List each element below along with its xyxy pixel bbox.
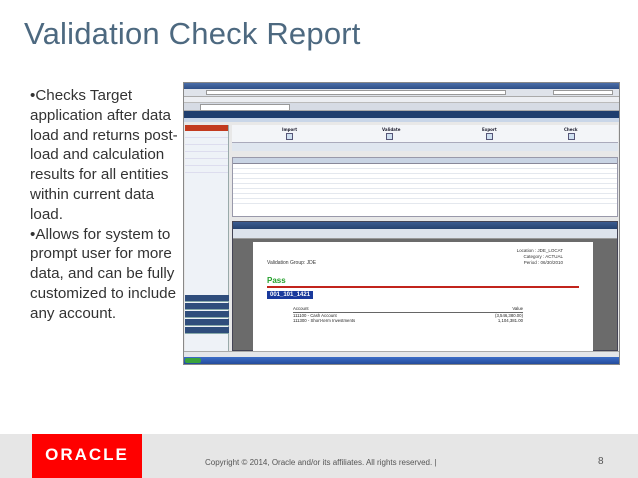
browser-tab-strip <box>184 103 619 111</box>
validate-fish-icon <box>386 133 393 140</box>
application-screenshot <box>183 82 620 365</box>
data-grid <box>232 157 618 217</box>
bullet-list <box>30 86 180 324</box>
divider <box>267 286 579 288</box>
task-pane-item <box>185 166 228 173</box>
browser-search-field <box>553 90 613 95</box>
task-pane-item <box>185 159 228 166</box>
report-viewer-toolbar <box>233 229 617 239</box>
task-pane-section <box>185 319 229 326</box>
copyright-text: Copyright © 2014, Oracle and/or its affiliates. All rights reserved. | <box>205 458 437 467</box>
workflow-step-validate: Validate <box>382 127 401 132</box>
workflow-step-check: Check <box>564 127 578 132</box>
oracle-logo <box>32 434 142 478</box>
app-sub-bar <box>184 118 619 122</box>
export-fish-icon <box>486 133 493 140</box>
task-pane-item <box>185 138 228 145</box>
validation-group: Validation Group: JDE <box>267 260 317 266</box>
taskbar <box>184 357 620 364</box>
col-account: Account <box>293 306 309 311</box>
report-table <box>293 306 523 324</box>
table-row <box>293 318 523 324</box>
check-fish-icon <box>568 133 575 140</box>
task-pane <box>185 125 229 353</box>
browser-address-bar <box>184 89 619 97</box>
page-number: 8 <box>598 456 604 467</box>
task-pane-section <box>185 303 229 310</box>
report-viewer-title-bar <box>233 222 617 229</box>
task-pane-section <box>185 327 229 334</box>
report-period: Period : 06/30/2010 <box>523 260 563 265</box>
task-pane-item <box>185 145 228 152</box>
task-pane-item <box>185 152 228 159</box>
task-pane-item <box>185 131 228 138</box>
report-pov <box>517 248 563 266</box>
workflow-bar <box>232 125 618 151</box>
workflow-step-export: Export <box>482 127 497 132</box>
row-value: (3,546,380.00) <box>495 312 523 318</box>
start-button <box>185 358 201 363</box>
report-page <box>253 242 593 352</box>
app-menu-bar <box>184 111 619 118</box>
grid-row <box>233 199 617 204</box>
status-pass: Pass <box>267 276 286 285</box>
report-viewer <box>232 221 618 351</box>
report-category: Category : ACTUAL <box>523 254 563 259</box>
report-location: Location : JDE_LOCAT <box>516 248 563 253</box>
pov-bar <box>232 142 618 151</box>
oracle-logo-text: ORACLE <box>45 445 129 464</box>
import-fish-icon <box>286 133 293 140</box>
url-field <box>206 90 506 95</box>
bullet-item: •Allows for system to prompt user for more data, and can be fully customized to include any account. <box>30 225 177 322</box>
workflow-step-import: Import <box>282 127 298 132</box>
slide-title: Validation Check Report <box>24 16 361 51</box>
account-code: 001_101_1421 <box>267 291 313 299</box>
task-pane-section <box>185 311 229 318</box>
row-account: 111100 - Cash Account <box>293 312 337 318</box>
task-pane-section <box>185 295 229 302</box>
row-value: 1,104,381.00 <box>497 318 523 323</box>
col-value: Value <box>512 306 523 311</box>
browser-tab <box>200 104 290 111</box>
bullet-item: •Checks Target application after data load and returns post-load and calculation results for all entities within current data load. <box>30 87 178 223</box>
row-account: 111300 - Short-term Investments <box>293 318 356 323</box>
